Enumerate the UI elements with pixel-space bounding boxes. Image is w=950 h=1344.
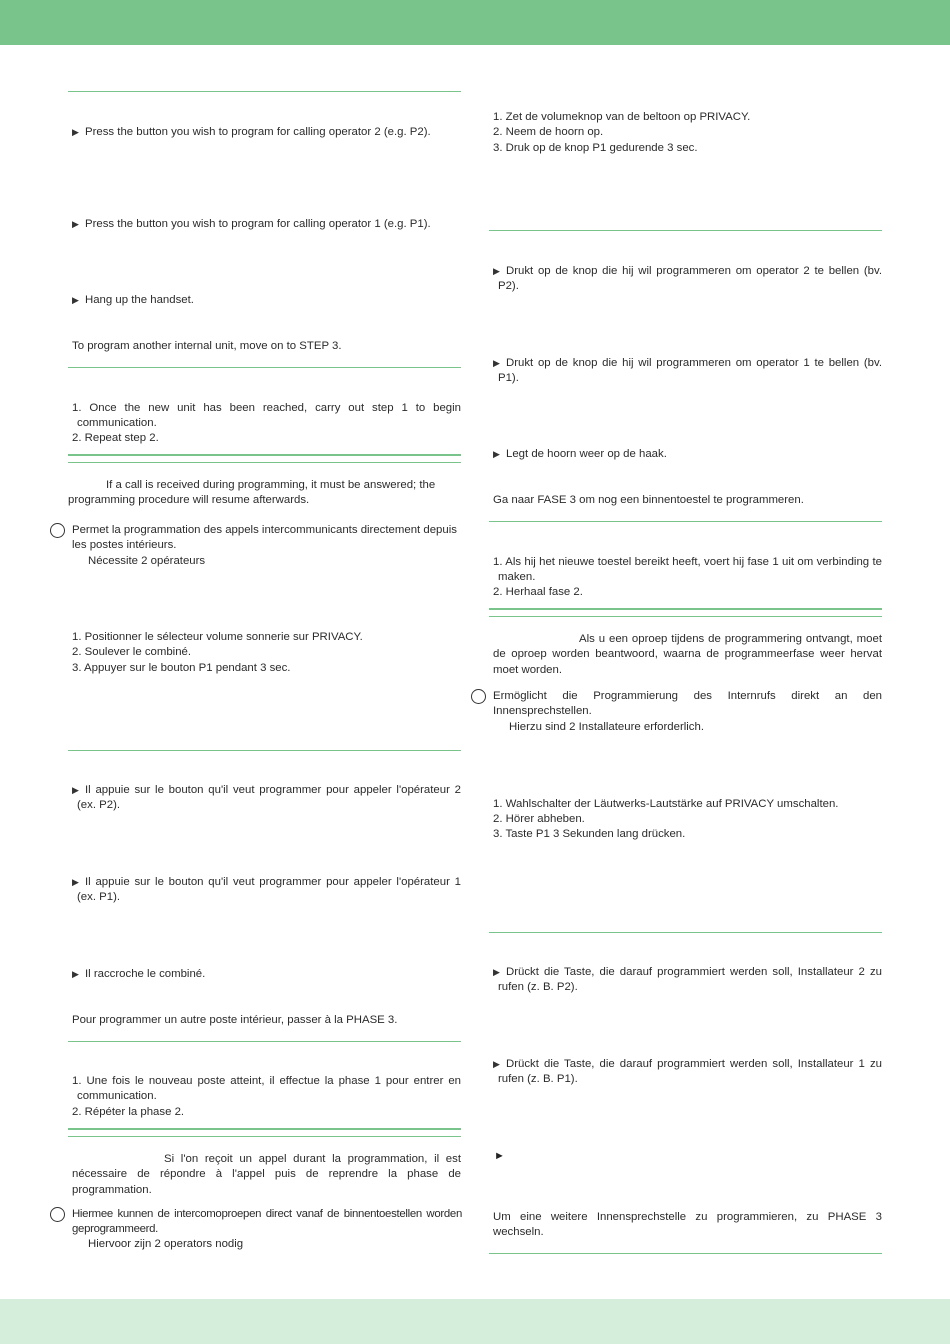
language-marker-icon <box>50 1207 65 1222</box>
divider <box>68 1136 461 1137</box>
de-press-op1: Drückt die Taste, die darauf programmiert werden soll, Installateur 1 zu rufen (z. B. P1). <box>498 1058 882 1086</box>
bullet-arrow-icon: ▶ <box>72 219 79 229</box>
nl-step1-1: 1. Zet de volumeknop van de beltoon op PRIVACY. <box>493 111 751 123</box>
header-band <box>0 0 950 45</box>
de-step1-3: 3. Taste P1 3 Sekunden lang drücken. <box>493 828 686 840</box>
divider <box>489 608 882 610</box>
en-press-op1: Press the button you wish to program for calling operator 1 (e.g. P1). <box>85 218 431 230</box>
fr-requires: Nécessite 2 opérateurs <box>88 555 206 567</box>
en-note: If a call is received during programming, it must be answered; the programming procedure will resume afterwards. <box>68 479 436 507</box>
nl-step1-3: 3. Druk op de knop P1 gedurende 3 sec. <box>493 142 698 154</box>
bullet-arrow-icon: ► <box>494 1150 505 1162</box>
nl-next-unit: Ga naar FASE 3 om nog een binnentoestel te programmeren. <box>493 494 804 506</box>
bullet-arrow-icon: ▶ <box>72 969 79 979</box>
divider <box>489 230 882 231</box>
bullet-arrow-icon: ▶ <box>72 295 79 305</box>
bullet-arrow-icon: ▶ <box>72 877 79 887</box>
fr-step1-3: 3. Appuyer sur le bouton P1 pendant 3 sec. <box>72 662 291 674</box>
bullet-arrow-icon: ▶ <box>493 967 500 977</box>
divider <box>68 91 461 92</box>
fr-note: Si l'on reçoit un appel durant la programmation, il est nécessaire de répondre à l'appel puis de reprendre la phase de programmation. <box>72 1153 461 1196</box>
bullet-arrow-icon: ▶ <box>493 449 500 459</box>
divider <box>489 521 882 522</box>
nl-step3-1: 1. Als hij het nieuwe toestel bereikt heeft, voert hij fase 1 uit om verbinding te maken. <box>493 556 882 584</box>
de-step1-2: 2. Hörer abheben. <box>493 813 585 825</box>
en-hang-up: Hang up the handset. <box>85 294 194 306</box>
bullet-arrow-icon: ▶ <box>493 1059 500 1069</box>
divider <box>68 1128 461 1130</box>
fr-press-op1: Il appuie sur le bouton qu'il veut programmer pour appeler l'opérateur 1 (ex. P1). <box>77 876 461 904</box>
de-step1-1: 1. Wahlschalter der Läutwerks-Lautstärke auf PRIVACY umschalten. <box>493 798 839 810</box>
de-next-unit: Um eine weitere Innensprechstelle zu programmieren, zu PHASE 3 wechseln. <box>493 1211 882 1239</box>
en-step3-1: 1. Once the new unit has been reached, carry out step 1 to begin communication. <box>72 402 461 430</box>
nl-requires: Hiervoor zijn 2 operators nodig <box>88 1238 244 1250</box>
nl-hang-up: Legt de hoorn weer op de haak. <box>506 448 667 460</box>
divider <box>68 750 461 751</box>
divider <box>489 616 882 617</box>
de-press-op2: Drückt die Taste, die darauf programmiert werden soll, Installateur 2 zu rufen (z. B. P2). <box>498 966 882 994</box>
de-requires: Hierzu sind 2 Installateure erforderlich. <box>509 721 704 733</box>
fr-step1-1: 1. Positionner le sélecteur volume sonnerie sur PRIVACY. <box>72 631 363 643</box>
bullet-arrow-icon: ▶ <box>72 785 79 795</box>
nl-note: Als u een oproep tijdens de programmering ontvangt, moet de oproep worden beantwoord, waarna de programmeerfase weer hervat moet worden. <box>493 633 882 676</box>
bullet-arrow-icon: ▶ <box>72 127 79 137</box>
language-marker-icon <box>471 689 486 704</box>
divider <box>68 1041 461 1042</box>
nl-intro: Hiermee kunnen de intercomoproepen direct vanaf de binnentoestellen worden geprogrammeerd. <box>72 1208 462 1236</box>
fr-intro: Permet la programmation des appels intercommunicants directement depuis les postes intérieurs. <box>72 524 457 552</box>
divider <box>68 454 461 456</box>
bullet-arrow-icon: ▶ <box>493 266 500 276</box>
divider <box>489 932 882 933</box>
en-step3-2: 2. Repeat step 2. <box>72 432 159 444</box>
fr-step1-2: 2. Soulever le combiné. <box>72 646 192 658</box>
bullet-arrow-icon: ▶ <box>493 358 500 368</box>
divider <box>68 367 461 368</box>
nl-press-op1: Drukt op de knop die hij wil programmeren om operator 1 te bellen (bv. P1). <box>498 357 882 385</box>
nl-step3-2: 2. Herhaal fase 2. <box>493 586 583 598</box>
nl-step1-2: 2. Neem de hoorn op. <box>493 126 604 138</box>
de-intro: Ermöglicht die Programmierung des Internrufs direkt an den Innensprechstellen. <box>493 690 882 718</box>
en-press-op2: Press the button you wish to program for calling operator 2 (e.g. P2). <box>85 126 431 138</box>
divider <box>489 1253 882 1254</box>
fr-step3-1: 1. Une fois le nouveau poste atteint, il effectue la phase 1 pour entrer en communication. <box>72 1075 461 1103</box>
divider <box>68 462 461 463</box>
fr-next-unit: Pour programmer un autre poste intérieur, passer à la PHASE 3. <box>72 1014 398 1026</box>
fr-step3-2: 2. Répéter la phase 2. <box>72 1106 185 1118</box>
fr-hang-up: Il raccroche le combiné. <box>85 968 206 980</box>
footer-band <box>0 1299 950 1344</box>
language-marker-icon <box>50 523 65 538</box>
en-next-unit: To program another internal unit, move on to STEP 3. <box>72 340 342 352</box>
nl-press-op2: Drukt op de knop die hij wil programmeren om operator 2 te bellen (bv. P2). <box>498 265 882 293</box>
fr-press-op2: Il appuie sur le bouton qu'il veut programmer pour appeler l'opérateur 2 (ex. P2). <box>77 784 461 812</box>
